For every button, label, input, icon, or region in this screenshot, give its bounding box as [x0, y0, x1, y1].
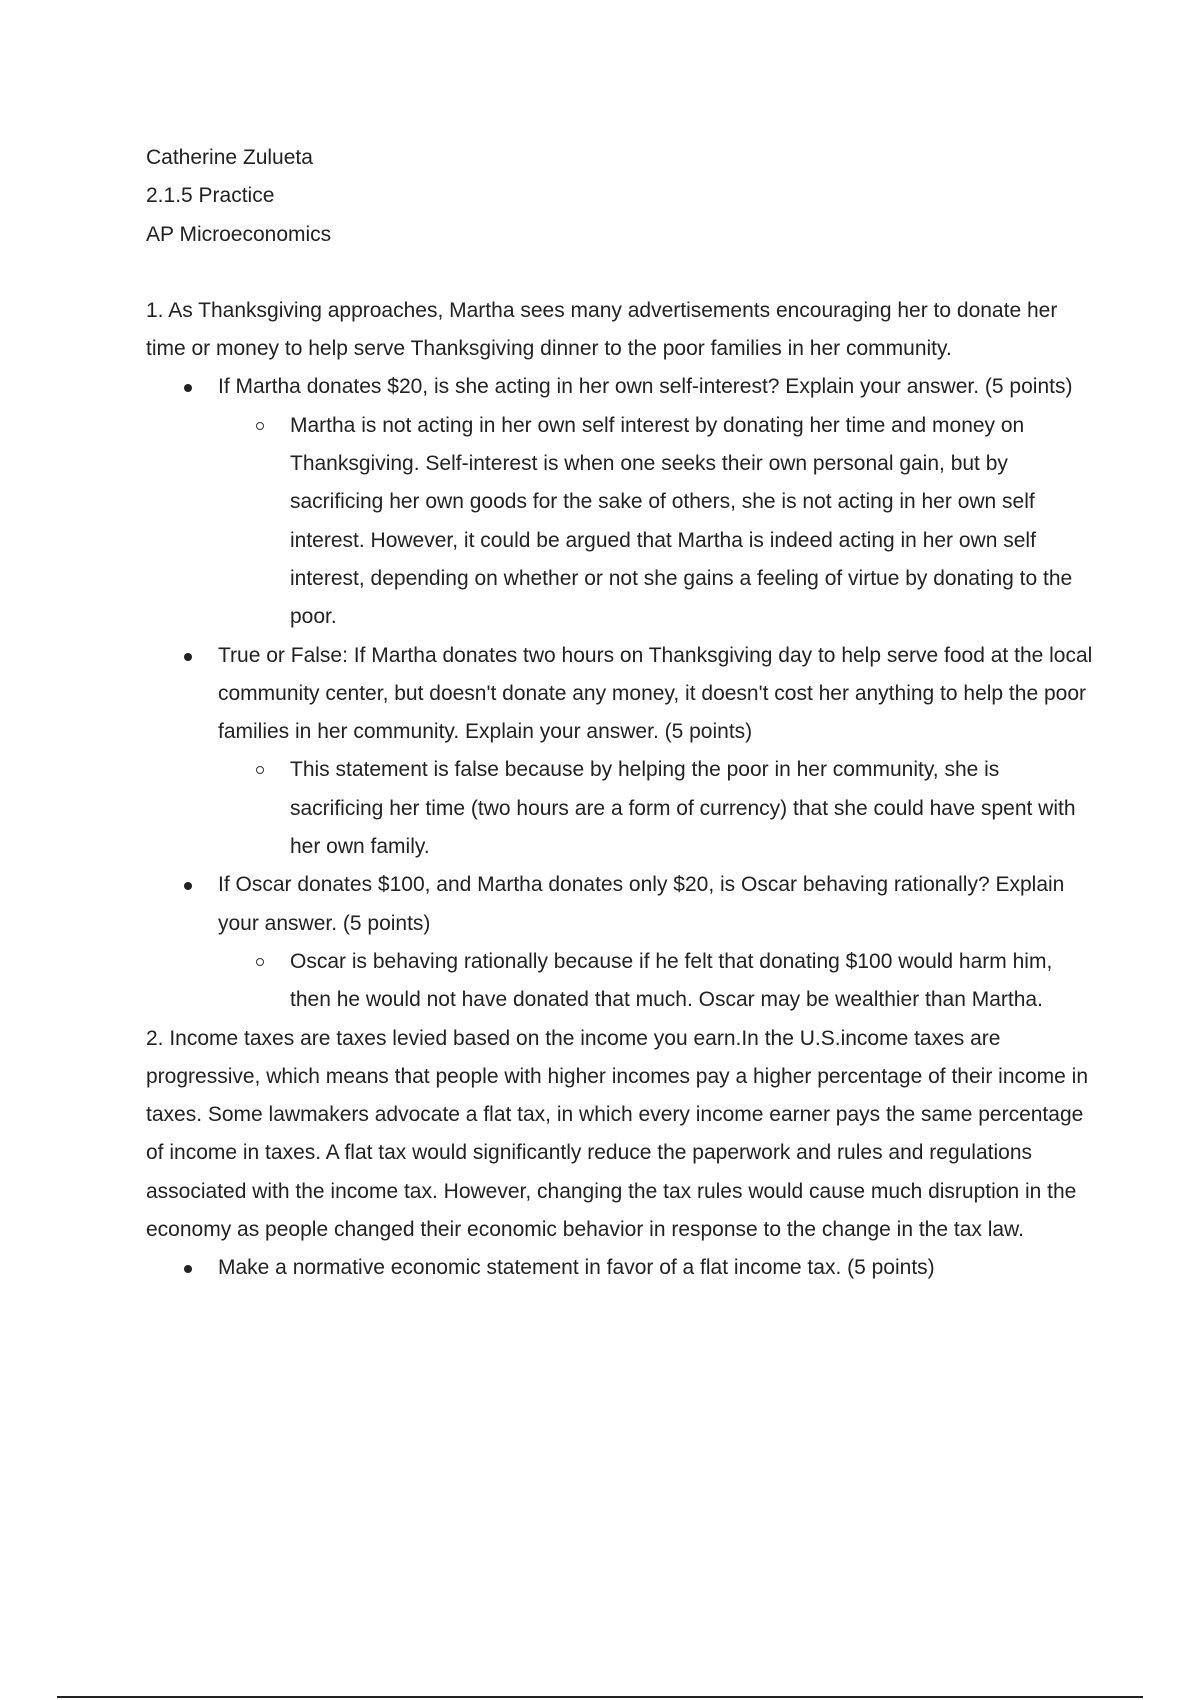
question-1b [146, 637, 1096, 752]
question-2a-text: Make a normative economic statement in favor of a flat income tax. (5 points) [218, 1256, 935, 1280]
question-1-prompt: 1. As Thanksgiving approaches, Martha sees many advertisements encouraging her to donate her time or money to help serve Thanksgiving dinner to the poor families in her community. [146, 298, 1058, 361]
hollow-bullet-icon [256, 766, 264, 774]
answer-1b-text: This statement is false because by helping the poor in her community, she is sacrificing her time (two hours are a form of currency) that she could have spent with her own family. [290, 758, 1076, 859]
question-2a [146, 1249, 1096, 1287]
answer-1c-text: Oscar is behaving rationally because if he felt that donating $100 would harm him, then he would not have donated that much. Oscar may be wealthier than Martha. [290, 949, 1053, 1012]
question-1c [146, 866, 1096, 943]
bullet-icon [184, 653, 192, 661]
question-2-prompt: 2. Income taxes are taxes levied based on the income you earn.In the U.S.income taxes are progressive, which means that people with higher incomes pay a higher percentage of their income in taxes. Some lawmakers advocate a flat tax, in which every income earner pays the same percentage of income in taxes. A flat tax would significantly reduce the paperwork and rules and regulations associated with the income tax. However, changing the tax rules would cause much disruption in the economy as people changed their economic behavior in response to the change in the tax law. [146, 1026, 1089, 1242]
hollow-bullet-icon [256, 958, 264, 966]
answer-1a [146, 407, 1096, 637]
page-bottom-rule [57, 1696, 1143, 1698]
answer-1b [146, 751, 1096, 866]
bullet-icon [184, 882, 192, 890]
header-spacer [146, 254, 1096, 292]
question-1b-text: True or False: If Martha donates two hours on Thanksgiving day to help serve food at the local community center, but doesn't donate any money, it doesn't cost her anything to help the poor families in her community. Explain your answer. (5 points) [218, 643, 1093, 744]
question-1c-text: If Oscar donates $100, and Martha donates only $20, is Oscar behaving rationally? Explain your answer. (5 points) [218, 873, 1065, 935]
answer-1c [146, 943, 1096, 1020]
assignment-title: 2.1.5 Practice [146, 184, 275, 208]
bullet-icon [184, 384, 192, 392]
question-1a [146, 368, 1096, 406]
document-page [146, 139, 1096, 1288]
course-name: AP Microeconomics [146, 222, 332, 246]
answer-1a-text: Martha is not acting in her own self interest by donating her time and money on Thanksgiving. Self-interest is when one seeks their own personal gain, but by sacrificing her own goods for the sake of others, she is not acting in her own self interest. However, it could be argued that Martha is indeed acting in her own self interest, depending on whether or not she gains a feeling of virtue by donating to the poor. [290, 413, 1073, 629]
question-1a-text: If Martha donates $20, is she acting in her own self-interest? Explain your answer. (5 points) [218, 375, 1073, 399]
bullet-icon [184, 1265, 192, 1273]
hollow-bullet-icon [256, 422, 264, 430]
student-name: Catherine Zulueta [146, 146, 313, 169]
